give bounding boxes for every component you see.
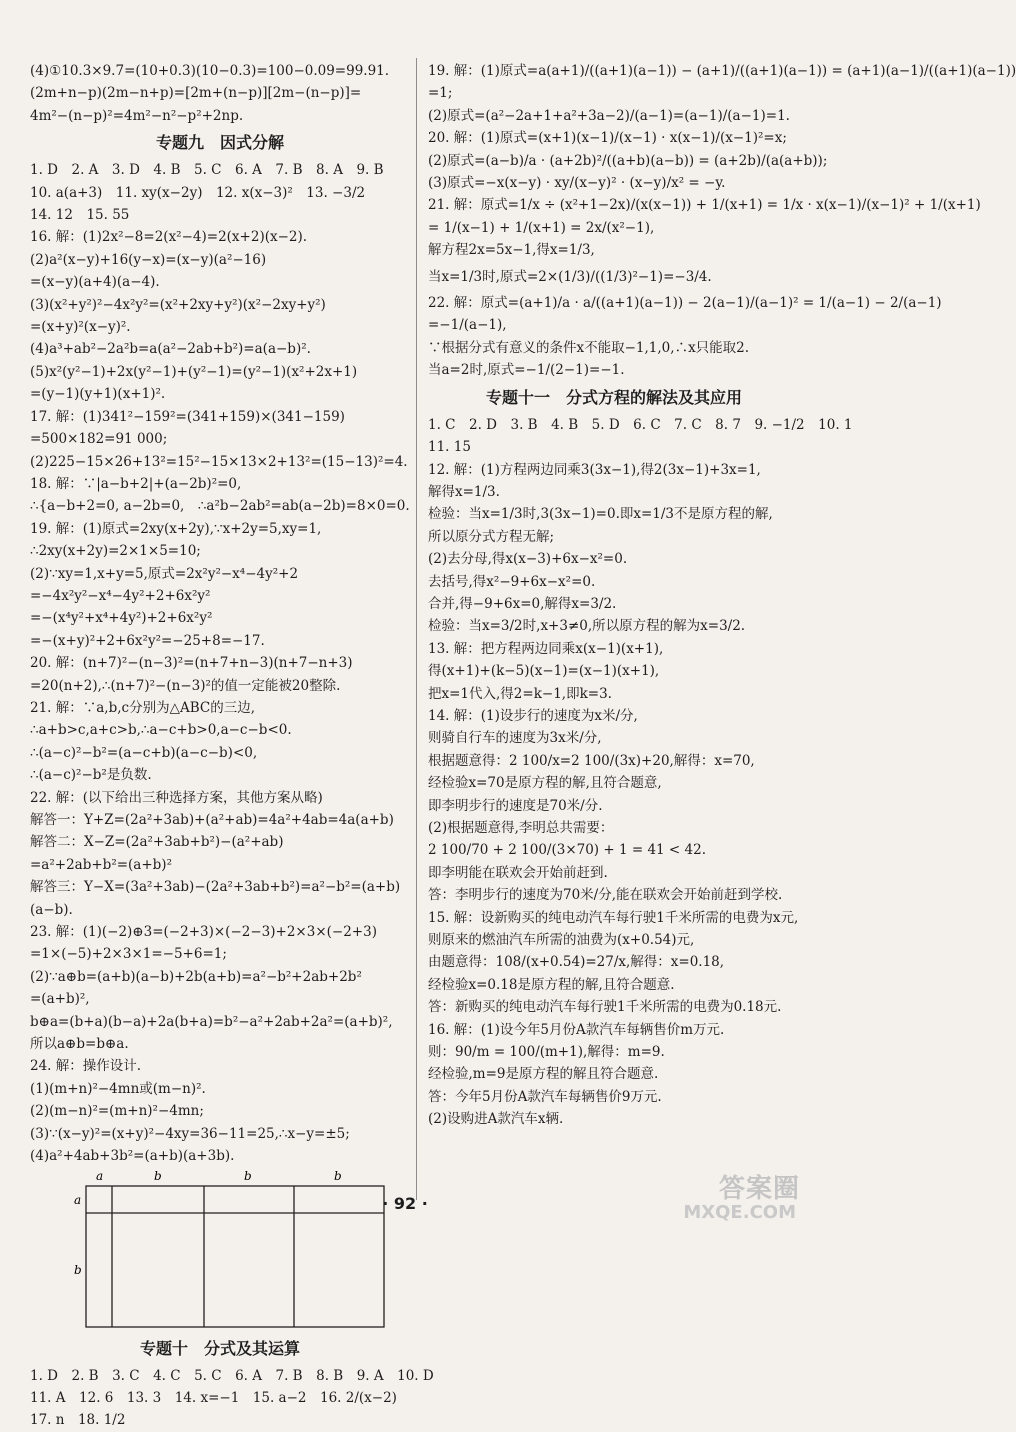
answer-line: 经检验x=0.18是原方程的解,且符合题意.: [428, 976, 675, 993]
answer-line: 答：李明步行的速度为70米/分,能在联欢会开始前赶到学校.: [428, 887, 783, 904]
answer-line: 11. 15: [428, 439, 471, 456]
answer-line: 根据题意得：2 100/x=2 100/(3x)+20,解得：x=70,: [428, 752, 755, 769]
answer-line: 14. 12 15. 55: [30, 207, 130, 224]
answer-line: =1;: [428, 85, 453, 102]
answer-line: 解方程2x=5x−1,得x=1/3,: [428, 242, 595, 259]
answer-line: (3)原式=−x(x−y) · xy/(x−y)² · (x−y)/x² = −y.: [428, 175, 726, 192]
answer-line: (2)∵a⊕b=(a+b)(a−b)+2b(a+b)=a²−b²+2ab+2b²: [30, 968, 362, 985]
right-column: [428, 60, 1016, 1131]
answer-line: 则原来的燃油汽车所需的油费为(x+0.54)元,: [428, 932, 695, 949]
answer-line: (4)a²+4ab+3b²=(a+b)(a+3b).: [30, 1148, 235, 1165]
label-a-side: a: [74, 1192, 82, 1207]
answer-line: 答：新购买的纯电动汽车每行驶1千米所需的电费为0.18元.: [428, 999, 782, 1016]
answer-line: (4)a³+ab²−2a²b=a(a²−2ab+b²)=a(a−b)².: [30, 341, 311, 358]
answer-line: b⊕a=(b+a)(b−a)+2a(b+a)=b²−a²+2ab+2a²=(a+b)²,: [30, 1013, 393, 1030]
answer-line: 11. A 12. 6 13. 3 14. x=−1 15. a−2 16. 2/(x−2): [30, 1389, 397, 1406]
answer-line: 1. C 2. D 3. B 4. B 5. D 6. C 7. C 8. 7 9. −1/2 10. 1: [428, 416, 853, 433]
answer-line: 14. 解：(1)设步行的速度为x米/分,: [428, 707, 638, 724]
label-a-top: a: [96, 1168, 104, 1183]
answer-line: 20. 解：(1)原式=(x+1)(x−1)/(x−1) · x(x−1)/(x−1)²=x;: [428, 130, 787, 147]
answer-line: 10. a(a+3) 11. xy(x−2y) 12. x(x−3)² 13. −3/2: [30, 184, 366, 201]
answer-line: 1. D 2. A 3. D 4. B 5. C 6. A 7. B 8. A 9. B: [30, 162, 384, 179]
answer-line: (2)去分母,得x(x−3)+6x−x²=0.: [428, 551, 628, 568]
answer-line: 解答三：Y−X=(3a²+3ab)−(2a²+3ab+b²)=a²−b²=(a+b): [30, 879, 401, 896]
answer-line: (2)根据题意得,李明总共需要：: [428, 820, 614, 836]
answer-line: ∴(a−c)²−b²是负数.: [30, 767, 152, 784]
answer-line: 23. 解：(1)(−2)⊕3=(−2+3)×(−2−3)+2×3×(−2+3): [30, 924, 377, 941]
section-heading: 专题九 因式分解: [155, 133, 284, 153]
answer-line: (a−b).: [30, 901, 73, 918]
answer-line: 所以a⊕b=b⊕a.: [30, 1036, 129, 1053]
answer-line: (3)∵(x−y)²=(x+y)²−4xy=36−11=25,∴x−y=±5;: [30, 1125, 350, 1142]
answer-line: 解得x=1/3.: [428, 483, 500, 500]
answer-line: 由题意得：108/(x+0.54)=27/x,解得：x=0.18,: [428, 954, 725, 971]
answer-line: (3)(x²+y²)²−4x²y²=(x²+2xy+y²)(x²−2xy+y²): [30, 296, 326, 313]
answer-line: 22. 解：原式=(a+1)/a · a/((a+1)(a−1)) − 2(a−1)/(a−1)² = 1/(a−1) − 2/(a−1): [428, 295, 942, 312]
answer-line: 21. 解：原式=1/x ÷ (x²+1−2x)/(x(x−1)) + 1/(x+1) = 1/x · x(x−1)/(x−1)² + 1/(x+1): [428, 197, 981, 214]
answer-line: 17. 解：(1)341²−159²=(341+159)×(341−159): [30, 408, 345, 425]
answer-line: ∴a+b>c,a+c>b,∴a−c+b>0,a−c−b<0.: [30, 722, 292, 739]
answer-line: 24. 解：操作设计.: [30, 1058, 142, 1075]
answer-line: 21. 解：∵a,b,c分别为△ABC的三边,: [30, 699, 256, 716]
answer-line: =20(n+2),∴(n+7)²−(n−3)²的值一定能被20整除.: [30, 677, 341, 694]
answer-line: (2)(m−n)²=(m+n)²−4mn;: [30, 1103, 204, 1120]
answer-line: 当x=1/3时,原式=2×(1/3)/((1/3)²−1)=−3/4.: [428, 268, 712, 285]
answer-line: =1×(−5)+2×3×1=−5+6=1;: [30, 946, 227, 963]
label-b-top-1: b: [154, 1168, 162, 1183]
answer-line: 去括号,得x²−9+6x−x²=0.: [428, 573, 596, 590]
answer-line: (4)①10.3×9.7=(10+0.3)(10−0.3)=100−0.09=99.91.: [30, 63, 390, 79]
answer-line: 19. 解：(1)原式=2xy(x+2y),∵x+2y=5,xy=1,: [30, 520, 322, 537]
answer-line: (2m+n−p)(2m−n+p)=[2m+(n−p)][2m−(n−p)]=: [30, 85, 362, 102]
answer-line: 16. 解：(1)设今年5月份A款汽车每辆售价m万元.: [428, 1021, 725, 1038]
answer-line: 检验：当x=1/3时,3(3x−1)=0.即x=1/3不是原方程的解,: [428, 506, 773, 523]
section-heading: 专题十 分式及其运算: [139, 1338, 300, 1358]
answer-line: 16. 解：(1)2x²−8=2(x²−4)=2(x+2)(x−2).: [30, 229, 308, 246]
answer-line: (2)∵xy=1,x+y=5,原式=2x²y²−x⁴−4y²+2: [30, 565, 299, 582]
answer-line: 则骑自行车的速度为3x米/分,: [428, 730, 602, 747]
answer-line: 则：90/m = 100/(m+1),解得：m=9.: [428, 1044, 665, 1061]
answer-line: 合并,得−9+6x=0,解得x=3/2.: [428, 595, 617, 612]
answer-line: 所以原分式方程无解;: [428, 528, 555, 545]
answer-line: ∵根据分式有意义的条件x不能取−1,1,0,∴x只能取2.: [428, 339, 750, 356]
answer-line: =(y−1)(y+1)(x+1)².: [30, 386, 166, 403]
answer-line: 当a=2时,原式=−1/(2−1)=−1.: [428, 362, 625, 379]
answer-line: 1. D 2. B 3. C 4. C 5. C 6. A 7. B 8. B 9. A 10. D: [30, 1367, 434, 1384]
area-model-figure: [30, 1168, 410, 1333]
answer-line: ∴2xy(x+2y)=2×1×5=10;: [30, 543, 201, 560]
answer-line: 2 100/70 + 2 100/(3×70) + 1 = 41 < 42.: [428, 842, 706, 859]
answer-line: 即李明步行的速度是70米/分.: [428, 797, 603, 814]
label-b-top-2: b: [244, 1168, 252, 1183]
answer-line: 22. 解：(以下给出三种选择方案，其他方案从略): [30, 789, 323, 806]
answer-line: 12. 解：(1)方程两边同乘3(3x−1),得2(3x−1)+3x=1,: [428, 461, 761, 478]
watermark-url: MXQE.COM: [683, 1202, 796, 1223]
answer-line: =(x−y)(a+4)(a−4).: [30, 274, 160, 291]
answer-line: 经检验x=70是原方程的解,且符合题意,: [428, 775, 662, 792]
answer-line: 13. 解：把方程两边同乘x(x−1)(x+1),: [428, 640, 664, 657]
answer-line: 20. 解：(n+7)²−(n−3)²=(n+7+n−3)(n+7−n+3): [30, 655, 353, 672]
answer-line: 17. n 18. 1/2: [30, 1412, 126, 1429]
answer-line: =(x+y)²(x−y)².: [30, 319, 131, 336]
answer-line: =−(x+y)²+2+6x²y²=−25+8=−17.: [30, 632, 265, 649]
answer-line: 得(x+1)+(k−5)(x−1)=(x−1)(x+1),: [428, 663, 660, 680]
answer-line: 把x=1代入,得2=k−1,即k=3.: [428, 685, 612, 702]
answer-line: (2)a²(x−y)+16(y−x)=(x−y)(a²−16): [30, 251, 267, 268]
answer-line: 4m²−(n−p)²=4m²−n²−p²+2np.: [30, 107, 244, 124]
answer-line: (2)原式=(a²−2a+1+a²+3a−2)/(a−1)=(a−1)/(a−1)=1.: [428, 107, 790, 124]
answer-line: =a²+2ab+b²=(a+b)²: [30, 856, 172, 873]
column-divider: [416, 58, 417, 1200]
answer-line: =−4x²y²−x⁴−4y²+2+6x²y²: [30, 587, 211, 604]
answer-line: 检验：当x=3/2时,x+3≠0,所以原方程的解为x=3/2.: [428, 618, 746, 635]
left-column: [30, 60, 434, 1432]
section-heading: 专题十一 分式方程的解法及其应用: [485, 387, 742, 407]
answer-line: (2)原式=(a−b)/a · (a+2b)²/((a+b)(a−b)) = (a+2b)/(a(a+b));: [428, 152, 828, 169]
answer-line: (2)225−15×26+13²=15²−15×13×2+13²=(15−13)²=4.: [30, 453, 408, 470]
answer-line: 即李明能在联欢会开始前赶到.: [428, 864, 608, 881]
answer-line: =(a+b)²,: [30, 991, 90, 1008]
watermark-logo: 答案圈: [718, 1174, 800, 1204]
answer-line: =500×182=91 000;: [30, 431, 168, 448]
answer-line: = 1/(x−1) + 1/(x+1) = 2x/(x²−1),: [428, 219, 655, 236]
answer-line: 19. 解：(1)原式=a(a+1)/((a+1)(a−1)) − (a+1)/((a+1)(a−1)) = (a+1)(a−1)/((a+1)(a−1)): [428, 63, 1016, 79]
answer-line: 15. 解：设新购买的纯电动汽车每行驶1千米所需的电费为x元,: [428, 909, 799, 926]
label-b-side: b: [74, 1262, 82, 1277]
label-b-top-3: b: [334, 1168, 342, 1183]
answer-line: =−(x⁴y²+x⁴+4y²)+2+6x²y²: [30, 610, 213, 627]
rectangle-diagram: [30, 1168, 410, 1333]
answer-line: 解答二：X−Z=(2a²+3ab+b²)−(a²+ab): [30, 834, 284, 851]
answer-line: 答：今年5月份A款汽车每辆售价9万元.: [428, 1088, 662, 1105]
answer-line: ∴(a−c)²−b²=(a−c+b)(a−c−b)<0,: [30, 744, 258, 761]
answer-line: 经检验,m=9是原方程的解且符合题意.: [428, 1066, 659, 1083]
answer-line: =−1/(a−1),: [428, 317, 507, 334]
answer-line: (2)设购进A款汽车x辆.: [428, 1111, 564, 1128]
answer-line: ∴{a−b+2=0, a−2b=0, ∴a²b−2ab²=ab(a−2b)=8×0=0.: [30, 498, 410, 515]
answer-line: 18. 解：∵|a−b+2|+(a−2b)²=0,: [30, 475, 242, 492]
answer-line: 解答一：Y+Z=(2a²+3ab)+(a²+ab)=4a²+4ab=4a(a+b): [30, 812, 394, 828]
answer-line: (5)x²(y²−1)+2x(y²−1)+(y²−1)=(y²−1)(x²+2x+1): [30, 363, 358, 380]
page-number: · 92 ·: [382, 1194, 428, 1213]
answer-line: (1)(m+n)²−4mn或(m−n)².: [30, 1080, 206, 1097]
